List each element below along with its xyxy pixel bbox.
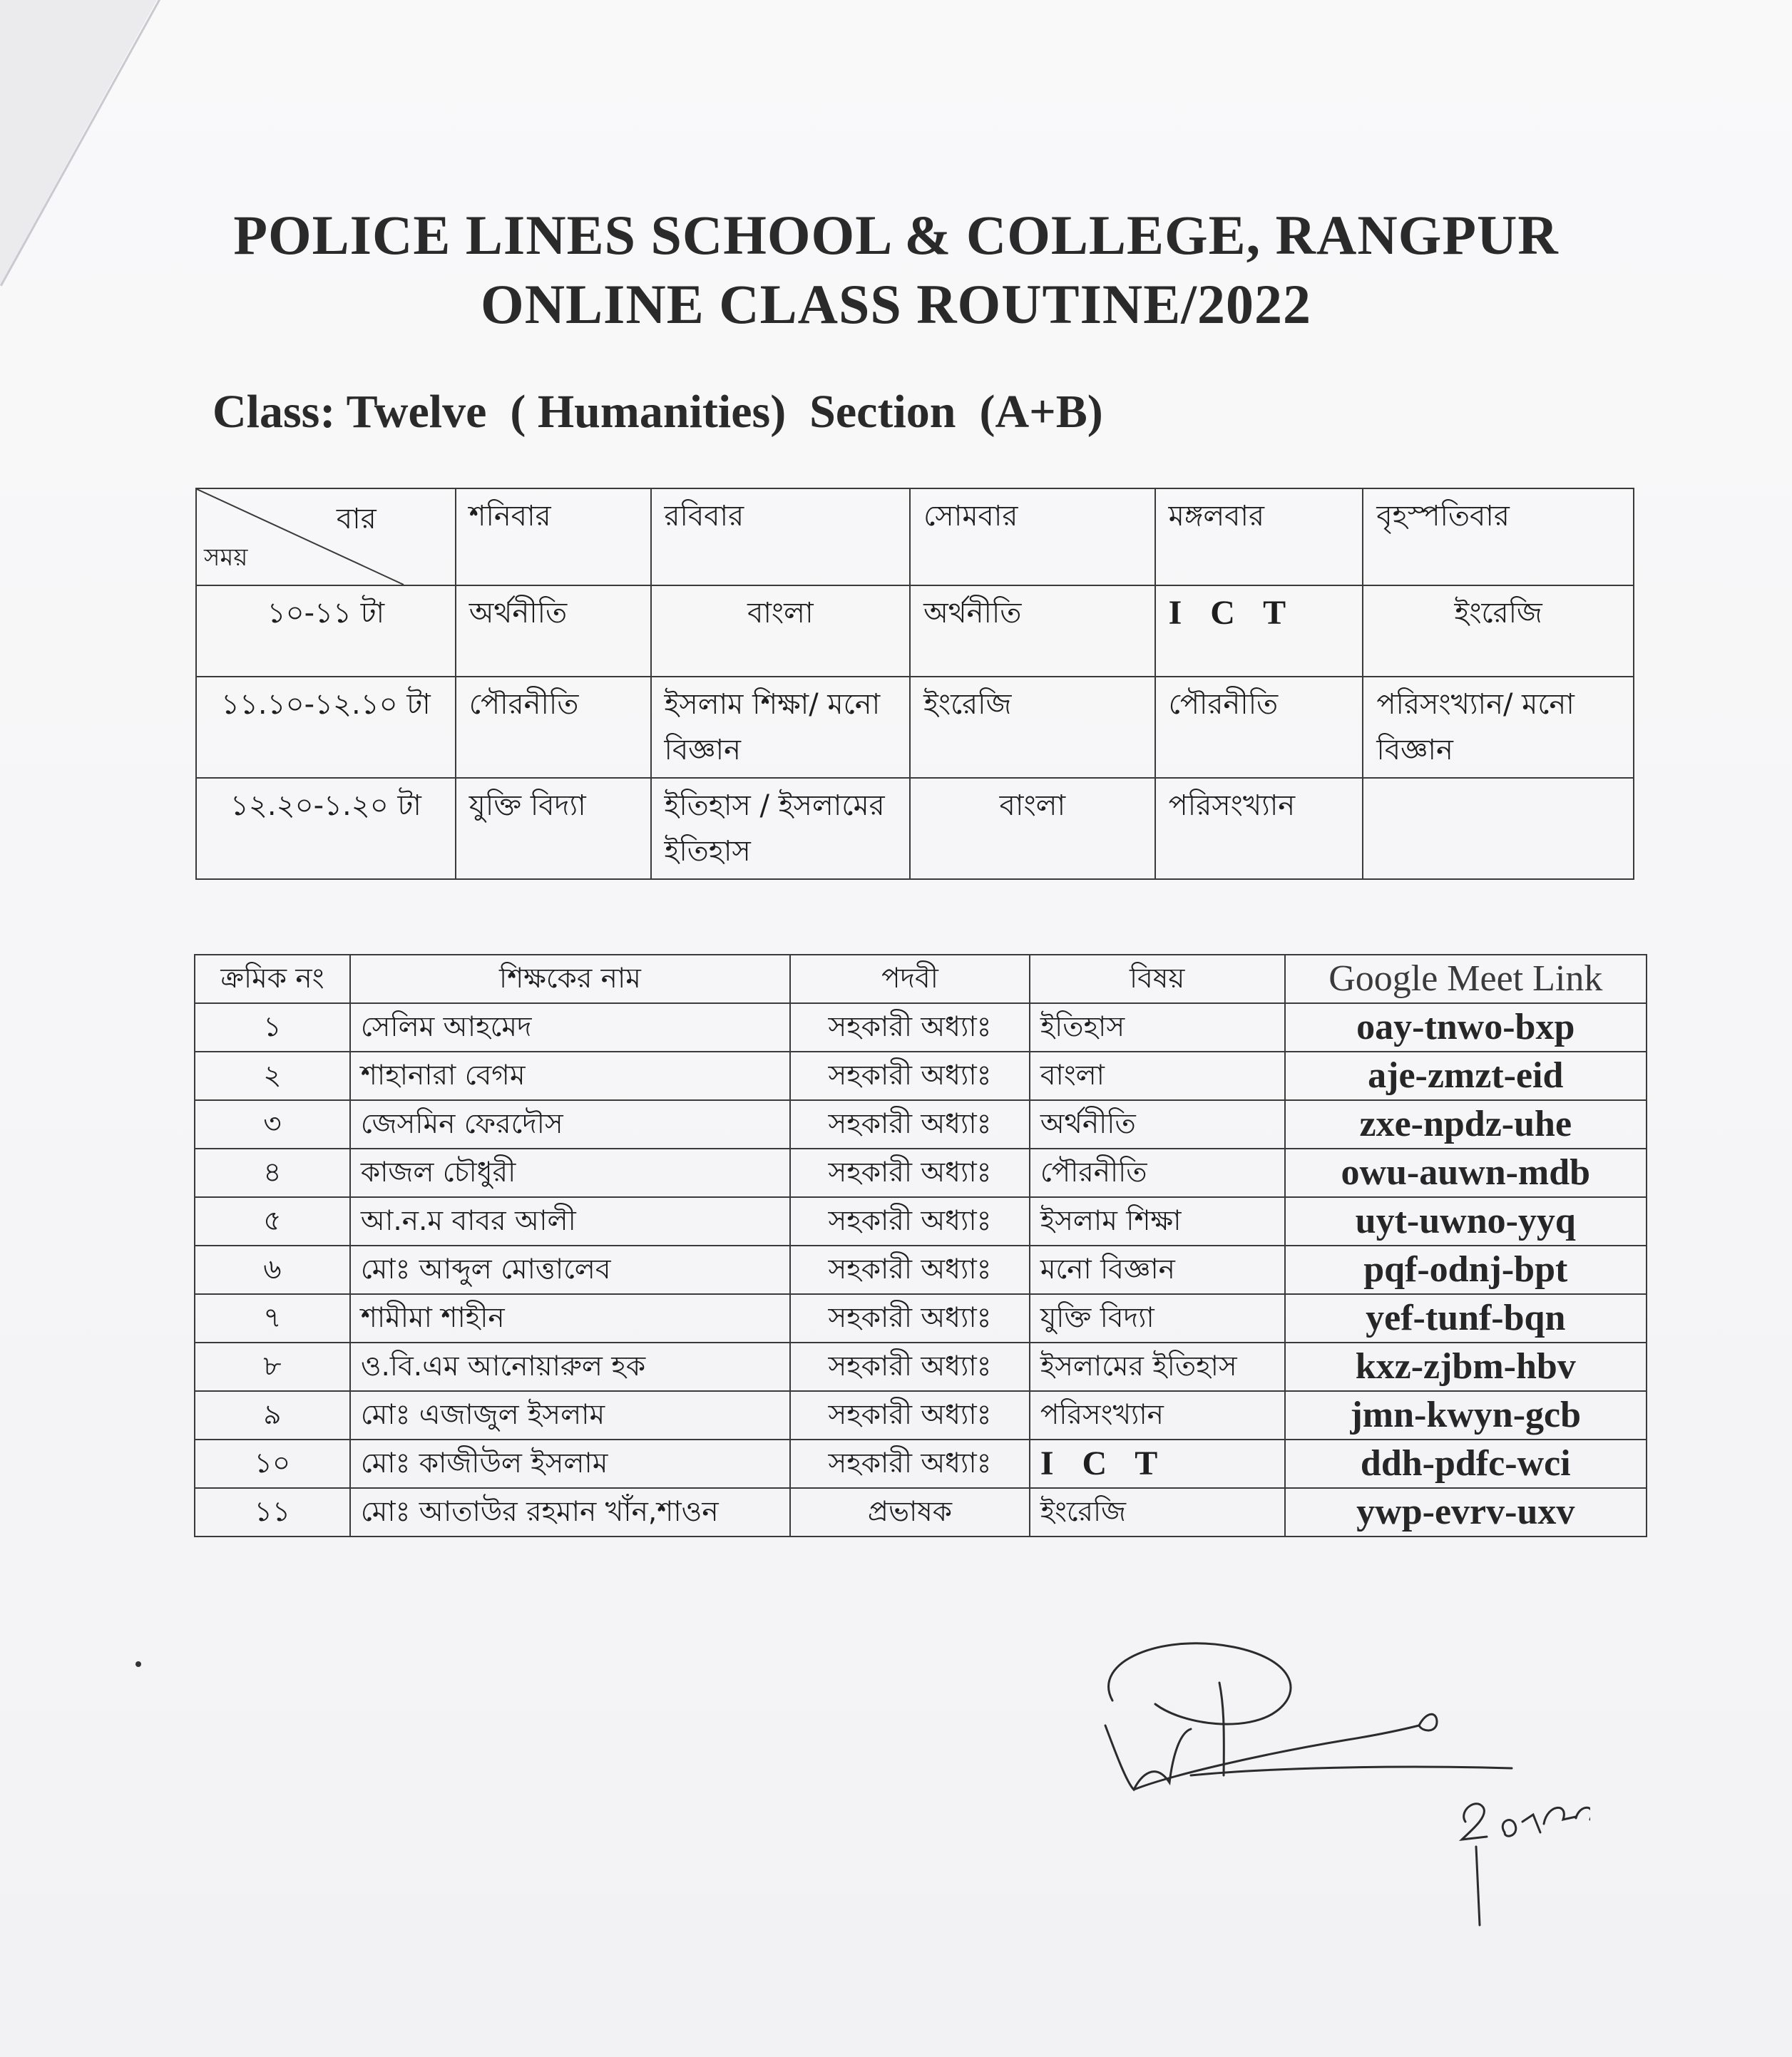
teacher-name-cell: আ.ন.ম বাবর আলী bbox=[350, 1197, 790, 1246]
subject-cell: I C T bbox=[1030, 1440, 1285, 1488]
teacher-name-cell: ও.বি.এম আনোয়ারুল হক bbox=[350, 1343, 790, 1391]
routine-row bbox=[196, 677, 1634, 778]
teacher-name-cell: মোঃ আব্দুল মোত্তালেব bbox=[350, 1246, 790, 1294]
subject-cell: যুক্তি বিদ্যা bbox=[456, 778, 651, 879]
subject-cell: ইতিহাস bbox=[1030, 1003, 1285, 1052]
teacher-row bbox=[195, 1488, 1647, 1537]
designation-header: পদবী bbox=[790, 955, 1030, 1003]
designation-cell: সহকারী অধ্যাঃ bbox=[790, 1197, 1030, 1246]
serial-cell: ১১ bbox=[195, 1488, 350, 1537]
serial-cell: ৯ bbox=[195, 1391, 350, 1440]
teacher-row bbox=[195, 1003, 1647, 1052]
teacher-body bbox=[195, 1003, 1647, 1537]
subject-cell: বাংলা bbox=[910, 778, 1155, 879]
subject-cell: বাংলা bbox=[1030, 1052, 1285, 1100]
subject-cell: পৌরনীতি bbox=[1030, 1149, 1285, 1197]
designation-cell: সহকারী অধ্যাঃ bbox=[790, 1052, 1030, 1100]
day-header: রবিবার bbox=[651, 488, 911, 585]
serial-cell: ৬ bbox=[195, 1246, 350, 1294]
routine-row bbox=[196, 585, 1634, 677]
subject-cell: যুক্তি বিদ্যা bbox=[1030, 1294, 1285, 1343]
subject-cell: অর্থনীতি bbox=[1030, 1100, 1285, 1149]
subject-cell: ইংরেজি bbox=[1363, 585, 1634, 677]
routine-table bbox=[195, 488, 1634, 880]
meet-link-cell: uyt-uwno-yyq bbox=[1285, 1197, 1647, 1246]
teacher-row bbox=[195, 1197, 1647, 1246]
time-slot: ১১.১০-১২.১০ টা bbox=[196, 677, 456, 778]
designation-cell: সহকারী অধ্যাঃ bbox=[790, 1003, 1030, 1052]
serial-cell: ৪ bbox=[195, 1149, 350, 1197]
teacher-name-cell: মোঃ কাজীউল ইসলাম bbox=[350, 1440, 790, 1488]
teacher-row bbox=[195, 1149, 1647, 1197]
subject-cell: ইতিহাস / ইসলামের ইতিহাস bbox=[651, 778, 911, 879]
subject-cell: পরিসংখ্যান bbox=[1155, 778, 1363, 879]
subject-cell: অর্থনীতি bbox=[456, 585, 651, 677]
subject-cell: ইংরেজি bbox=[910, 677, 1155, 778]
meet-link-cell: owu-auwn-mdb bbox=[1285, 1149, 1647, 1197]
signature bbox=[1048, 1633, 1590, 1932]
meet-link-cell: oay-tnwo-bxp bbox=[1285, 1003, 1647, 1052]
designation-cell: সহকারী অধ্যাঃ bbox=[790, 1440, 1030, 1488]
designation-cell: সহকারী অধ্যাঃ bbox=[790, 1149, 1030, 1197]
serial-cell: ১ bbox=[195, 1003, 350, 1052]
designation-cell: সহকারী অধ্যাঃ bbox=[790, 1391, 1030, 1440]
teacher-table bbox=[194, 954, 1647, 1537]
meet-link-cell: pqf-odnj-bpt bbox=[1285, 1246, 1647, 1294]
designation-cell: প্রভাষক bbox=[790, 1488, 1030, 1537]
meet-link-cell: yef-tunf-bqn bbox=[1285, 1294, 1647, 1343]
day-header: সোমবার bbox=[910, 488, 1155, 585]
meet-link-cell: ywp-evrv-uxv bbox=[1285, 1488, 1647, 1537]
teacher-row bbox=[195, 1294, 1647, 1343]
teacher-name-cell: জেসমিন ফেরদৌস bbox=[350, 1100, 790, 1149]
subject-cell bbox=[1363, 778, 1634, 879]
teacher-row bbox=[195, 1246, 1647, 1294]
meet-link-cell: kxz-zjbm-hbv bbox=[1285, 1343, 1647, 1391]
teacher-name-cell: মোঃ আতাউর রহমান খাঁন,শাওন bbox=[350, 1488, 790, 1537]
subject-cell: পরিসংখ্যান/ মনো বিজ্ঞান bbox=[1363, 677, 1634, 778]
routine-row bbox=[196, 778, 1634, 879]
teacher-name-cell: শাহানারা বেগম bbox=[350, 1052, 790, 1100]
subject-cell: অর্থনীতি bbox=[910, 585, 1155, 677]
meet-link-cell: aje-zmzt-eid bbox=[1285, 1052, 1647, 1100]
subject-cell: ইসলামের ইতিহাস bbox=[1030, 1343, 1285, 1391]
institution-title: POLICE LINES SCHOOL & COLLEGE, RANGPUR bbox=[233, 204, 1559, 266]
serial-cell: ৫ bbox=[195, 1197, 350, 1246]
subject-header: বিষয় bbox=[1030, 955, 1285, 1003]
teacher-row bbox=[195, 1440, 1647, 1488]
meet-link-cell: zxe-npdz-uhe bbox=[1285, 1100, 1647, 1149]
subject-cell: I C T bbox=[1155, 585, 1363, 677]
time-slot: ১০-১১ টা bbox=[196, 585, 456, 677]
designation-cell: সহকারী অধ্যাঃ bbox=[790, 1246, 1030, 1294]
subject-cell: ইসলাম শিক্ষা bbox=[1030, 1197, 1285, 1246]
serial-cell: ১০ bbox=[195, 1440, 350, 1488]
teacher-name-cell: শামীমা শাহীন bbox=[350, 1294, 790, 1343]
teacher-name-cell: সেলিম আহমেদ bbox=[350, 1003, 790, 1052]
corner-day-label: বার bbox=[336, 503, 377, 535]
routine-header-row bbox=[196, 488, 1634, 585]
subject-cell: ইসলাম শিক্ষা/ মনো বিজ্ঞান bbox=[651, 677, 911, 778]
class-section-line: Class: Twelve ( Humanities) Section (A+B) bbox=[213, 386, 1103, 438]
teacher-header-row bbox=[195, 955, 1647, 1003]
meet-link-cell: ddh-pdfc-wci bbox=[1285, 1440, 1647, 1488]
time-slot: ১২.২০-১.২০ টা bbox=[196, 778, 456, 879]
serial-cell: ৩ bbox=[195, 1100, 350, 1149]
serial-header: ক্রমিক নং bbox=[195, 955, 350, 1003]
meet-link-cell: jmn-kwyn-gcb bbox=[1285, 1391, 1647, 1440]
subject-cell: পৌরনীতি bbox=[456, 677, 651, 778]
meet-link-header: Google Meet Link bbox=[1285, 955, 1647, 1003]
subject-cell: মনো বিজ্ঞান bbox=[1030, 1246, 1285, 1294]
teacher-name-cell: মোঃ এজাজুল ইসলাম bbox=[350, 1391, 790, 1440]
teacher-row bbox=[195, 1052, 1647, 1100]
designation-cell: সহকারী অধ্যাঃ bbox=[790, 1294, 1030, 1343]
corner-time-label: সময় bbox=[204, 543, 248, 572]
teacher-row bbox=[195, 1100, 1647, 1149]
routine-title: ONLINE CLASS ROUTINE/2022 bbox=[481, 273, 1311, 335]
serial-cell: ৮ bbox=[195, 1343, 350, 1391]
designation-cell: সহকারী অধ্যাঃ bbox=[790, 1100, 1030, 1149]
subject-cell: ইংরেজি bbox=[1030, 1488, 1285, 1537]
corner-cell bbox=[196, 488, 456, 585]
name-header: শিক্ষকের নাম bbox=[350, 955, 790, 1003]
day-header: বৃহস্পতিবার bbox=[1363, 488, 1634, 585]
day-header: শনিবার bbox=[456, 488, 651, 585]
teacher-row bbox=[195, 1391, 1647, 1440]
teacher-name-cell: কাজল চৌধুরী bbox=[350, 1149, 790, 1197]
subject-cell: পরিসংখ্যান bbox=[1030, 1391, 1285, 1440]
subject-cell: বাংলা bbox=[651, 585, 911, 677]
serial-cell: ২ bbox=[195, 1052, 350, 1100]
ink-dot bbox=[135, 1661, 141, 1667]
subject-cell: পৌরনীতি bbox=[1155, 677, 1363, 778]
serial-cell: ৭ bbox=[195, 1294, 350, 1343]
day-header: মঙ্গলবার bbox=[1155, 488, 1363, 585]
designation-cell: সহকারী অধ্যাঃ bbox=[790, 1343, 1030, 1391]
teacher-row bbox=[195, 1343, 1647, 1391]
